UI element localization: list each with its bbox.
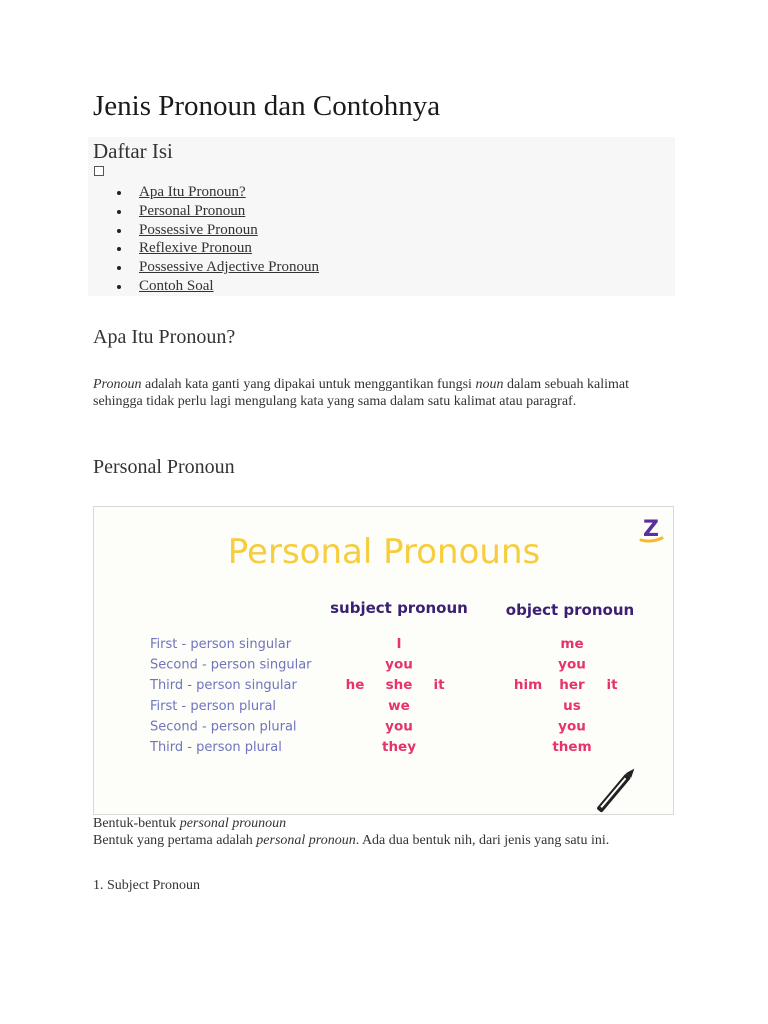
caption-italic: personal prounoun — [179, 816, 287, 831]
subheading-subject-pronoun: 1. Subject Pronoun — [93, 878, 200, 893]
toc-list — [117, 183, 319, 296]
definition-paragraph — [93, 376, 653, 410]
term-noun: noun — [475, 377, 504, 392]
object-pronoun: me — [560, 636, 584, 652]
object-pronoun: you — [558, 718, 586, 735]
figure-title: Personal Pronouns — [227, 532, 541, 572]
section-heading-personal-pronoun: Personal Pronoun — [93, 456, 235, 478]
object-pronoun: it — [606, 677, 618, 694]
pronoun-table — [149, 636, 618, 755]
subject-pronoun: he — [345, 677, 365, 694]
zenius-logo-icon — [641, 517, 662, 542]
personal-pronouns-illustration — [94, 507, 674, 815]
toc-item — [117, 183, 319, 202]
paragraph-text-a: adalah kata ganti yang dipakai untuk menggantikan fungsi — [141, 377, 476, 392]
page-title: Jenis Pronoun dan Contohnya — [93, 90, 441, 122]
object-pronoun: us — [563, 697, 581, 714]
subject-pronoun: they — [381, 739, 417, 755]
intro-line-b: . Ada dua bentuk nih, dari jenis yang satu ini. — [355, 833, 610, 848]
toc-link-reflexive-pronoun[interactable]: Reflexive Pronoun — [139, 240, 252, 257]
toc-heading: Daftar Isi — [93, 139, 173, 163]
pen-icon — [596, 766, 637, 813]
toc-toggle-checkbox[interactable] — [94, 166, 104, 176]
toc-link-possessive-pronoun[interactable]: Possessive Pronoun — [139, 221, 258, 238]
subject-pronoun: she — [385, 677, 413, 694]
term-pronoun: Pronoun — [93, 377, 142, 392]
toc-item — [117, 258, 319, 277]
toc-item — [117, 239, 319, 258]
intro-line-a: Bentuk yang pertama adalah — [93, 833, 257, 848]
figure-caption — [93, 815, 286, 832]
subject-pronoun: you — [385, 656, 413, 673]
intro-line-italic: personal pronoun — [256, 833, 356, 848]
personal-pronouns-figure — [93, 506, 674, 815]
row-label: Second - person plural — [150, 719, 297, 735]
section-heading-apa-itu-pronoun: Apa Itu Pronoun? — [93, 326, 236, 348]
intro-line — [93, 832, 609, 849]
column-heading-subject: subject pronoun — [330, 599, 468, 617]
toc-link-possessive-adjective-pronoun[interactable]: Possessive Adjective Pronoun — [139, 259, 319, 276]
row-label: Second - person singular — [150, 657, 312, 673]
object-pronoun: her — [559, 677, 585, 694]
toc-link-apa-itu-pronoun[interactable]: Apa Itu Pronoun? — [139, 184, 246, 200]
logo-letter: Z — [643, 517, 659, 542]
row-label: Third - person singular — [150, 678, 297, 694]
paragraph-text-b: dalam sebuah kalimat sehingga tidak perlu lagi mengulang kata yang sama dalam satu kalimat atau paragraf. — [93, 377, 630, 409]
subject-pronoun: I — [396, 636, 402, 652]
toc-link-contoh-soal[interactable]: Contoh Soal — [139, 277, 214, 294]
toc-item — [117, 277, 319, 296]
toc-item — [117, 221, 319, 240]
toc-item — [117, 202, 319, 221]
object-pronoun: them — [552, 739, 592, 755]
subject-pronoun: it — [433, 677, 445, 694]
subject-pronoun: you — [385, 718, 413, 735]
row-label: First - person plural — [150, 698, 277, 714]
object-pronoun: him — [513, 677, 543, 694]
row-label: First - person singular — [150, 637, 292, 652]
row-label: Third - person plural — [150, 740, 282, 755]
column-heading-object: object pronoun — [505, 601, 635, 619]
subject-pronoun: we — [388, 697, 410, 714]
toc-link-personal-pronoun[interactable]: Personal Pronoun — [139, 202, 246, 219]
object-pronoun: you — [558, 656, 586, 673]
caption-plain: Bentuk-bentuk — [93, 816, 180, 831]
